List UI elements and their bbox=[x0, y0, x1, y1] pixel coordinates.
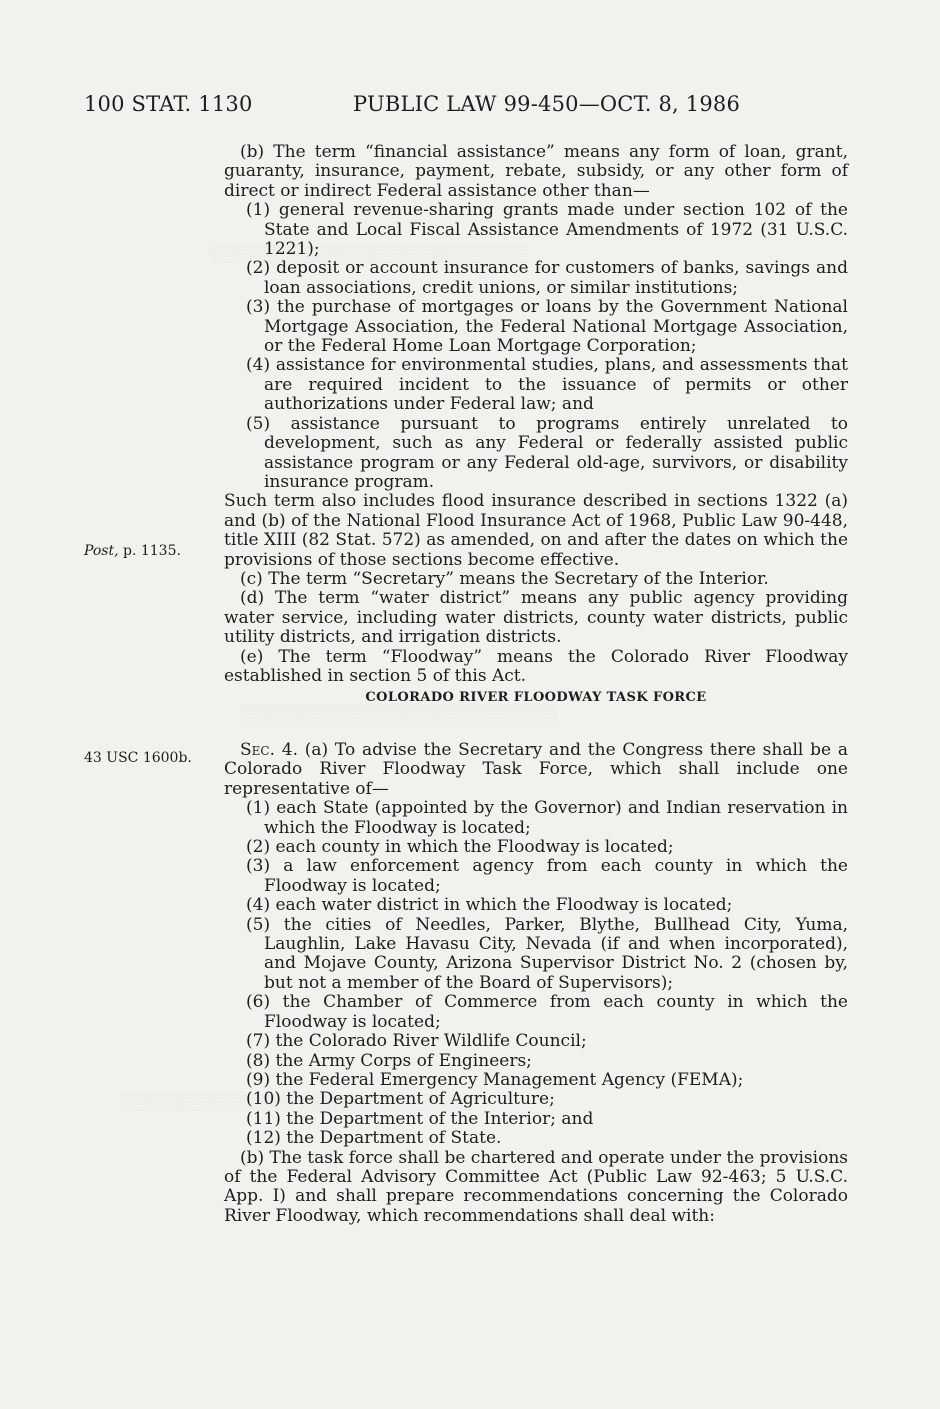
page-title: PUBLIC LAW 99-450—OCT. 8, 1986 bbox=[353, 92, 741, 116]
margin-note-post-italic: Post, bbox=[84, 543, 119, 559]
section-4-paragraph bbox=[224, 741, 848, 799]
definition-e-paragraph: (e) The term “Floodway” means the Colorado River Floodway established in section 5 of this Act. bbox=[224, 646, 848, 686]
definition-d-paragraph: (d) The term “water district” means any public agency providing water service, including water districts, county water districts, public utility districts, and irrigation districts. bbox=[224, 588, 848, 648]
definition-b-item-1: (1) general revenue-sharing grants made under section 102 of the State and Local Fiscal Assistance Amendments of 1972 (31 U.S.C. 1221); bbox=[246, 200, 848, 260]
task-force-item-4: (4) each water district in which the Floodway is located; bbox=[246, 895, 733, 916]
task-force-item-1: (1) each State (appointed by the Governor) and Indian reservation in which the Floodway is located; bbox=[246, 798, 848, 838]
task-force-item-8: (8) the Army Corps of Engineers; bbox=[246, 1050, 532, 1071]
task-force-item-9: (9) the Federal Emergency Management Agency (FEMA); bbox=[246, 1069, 744, 1090]
section-4-text: . 4. (a) To advise the Secretary and the Congress there shall be a Colorado River Floodway Task Force, which shall include one representative of— bbox=[224, 740, 848, 799]
margin-note-post bbox=[84, 542, 181, 560]
margin-note-usc: 43 USC 1600b. bbox=[84, 750, 192, 766]
definition-b-item-2: (2) deposit or account insurance for customers of banks, savings and loan associations, credit unions, or similar institutions; bbox=[246, 258, 848, 298]
section-4-b-paragraph: (b) The task force shall be chartered and operate under the provisions of the Federal Advisory Committee Act (Public Law 92-463; 5 U.S.C. App. I) and shall prepare recommendations concerning the Colorado River Floodway, which recommendations shall deal with: bbox=[224, 1147, 848, 1226]
definition-b-item-4: (4) assistance for environmental studies, plans, and assessments that are required incident to the issuance of permits or other authorizations under Federal law; and bbox=[246, 355, 848, 415]
definition-b-paragraph: (b) The term “financial assistance” means any form of loan, grant, guaranty, insurance, payment, rebate, subsidy, or any other form of direct or indirect Federal assistance other than— bbox=[224, 142, 848, 201]
task-force-item-7: (7) the Colorado River Wildlife Council; bbox=[246, 1031, 587, 1052]
section-label: Sec bbox=[240, 740, 270, 760]
task-force-item-2: (2) each county in which the Floodway is located; bbox=[246, 837, 674, 858]
definition-b-item-5: (5) assistance pursuant to programs entirely unrelated to development, such as any Federal or federally assisted public assistance program or any Federal old-age, survivors, or disability insurance program. bbox=[246, 413, 848, 492]
task-force-item-6: (6) the Chamber of Commerce from each county in which the Floodway is located; bbox=[246, 992, 848, 1032]
task-force-item-3: (3) a law enforcement agency from each county in which the Floodway is located; bbox=[246, 856, 848, 896]
margin-note-post-rest: p. 1135. bbox=[118, 543, 181, 559]
section-heading: COLORADO RIVER FLOODWAY TASK FORCE bbox=[365, 690, 707, 706]
flood-insurance-paragraph: Such term also includes flood insurance described in sections 1322 (a) and (b) of the National Flood Insurance Act of 1968, Public Law 90-448, title XIII (82 Stat. 572) as amended, on and after the dates on which the provisions of those sections become effective. bbox=[224, 491, 848, 570]
page-citation: 100 STAT. 1130 bbox=[84, 92, 253, 116]
definition-c-paragraph: (c) The term “Secretary” means the Secretary of the Interior. bbox=[240, 568, 769, 589]
task-force-item-5: (5) the cities of Needles, Parker, Blythe, Bullhead City, Yuma, Laughlin, Lake Havasu City, Nevada (if and when incorporated), and Mojave County, Arizona Supervisor District No. 2 (chosen by, but not a member of the Board of Supervisors); bbox=[246, 914, 848, 993]
main-text-block-2 bbox=[224, 741, 848, 1226]
task-force-item-10: (10) the Department of Agriculture; bbox=[246, 1089, 555, 1110]
task-force-item-11: (11) the Department of the Interior; and bbox=[246, 1108, 594, 1129]
task-force-item-12: (12) the Department of State. bbox=[246, 1128, 502, 1149]
definition-b-item-3: (3) the purchase of mortgages or loans by the Government National Mortgage Association, the Federal National Mortgage Association, or the Federal Home Loan Mortgage Corporation; bbox=[246, 297, 848, 357]
main-text-block-1 bbox=[224, 143, 848, 710]
